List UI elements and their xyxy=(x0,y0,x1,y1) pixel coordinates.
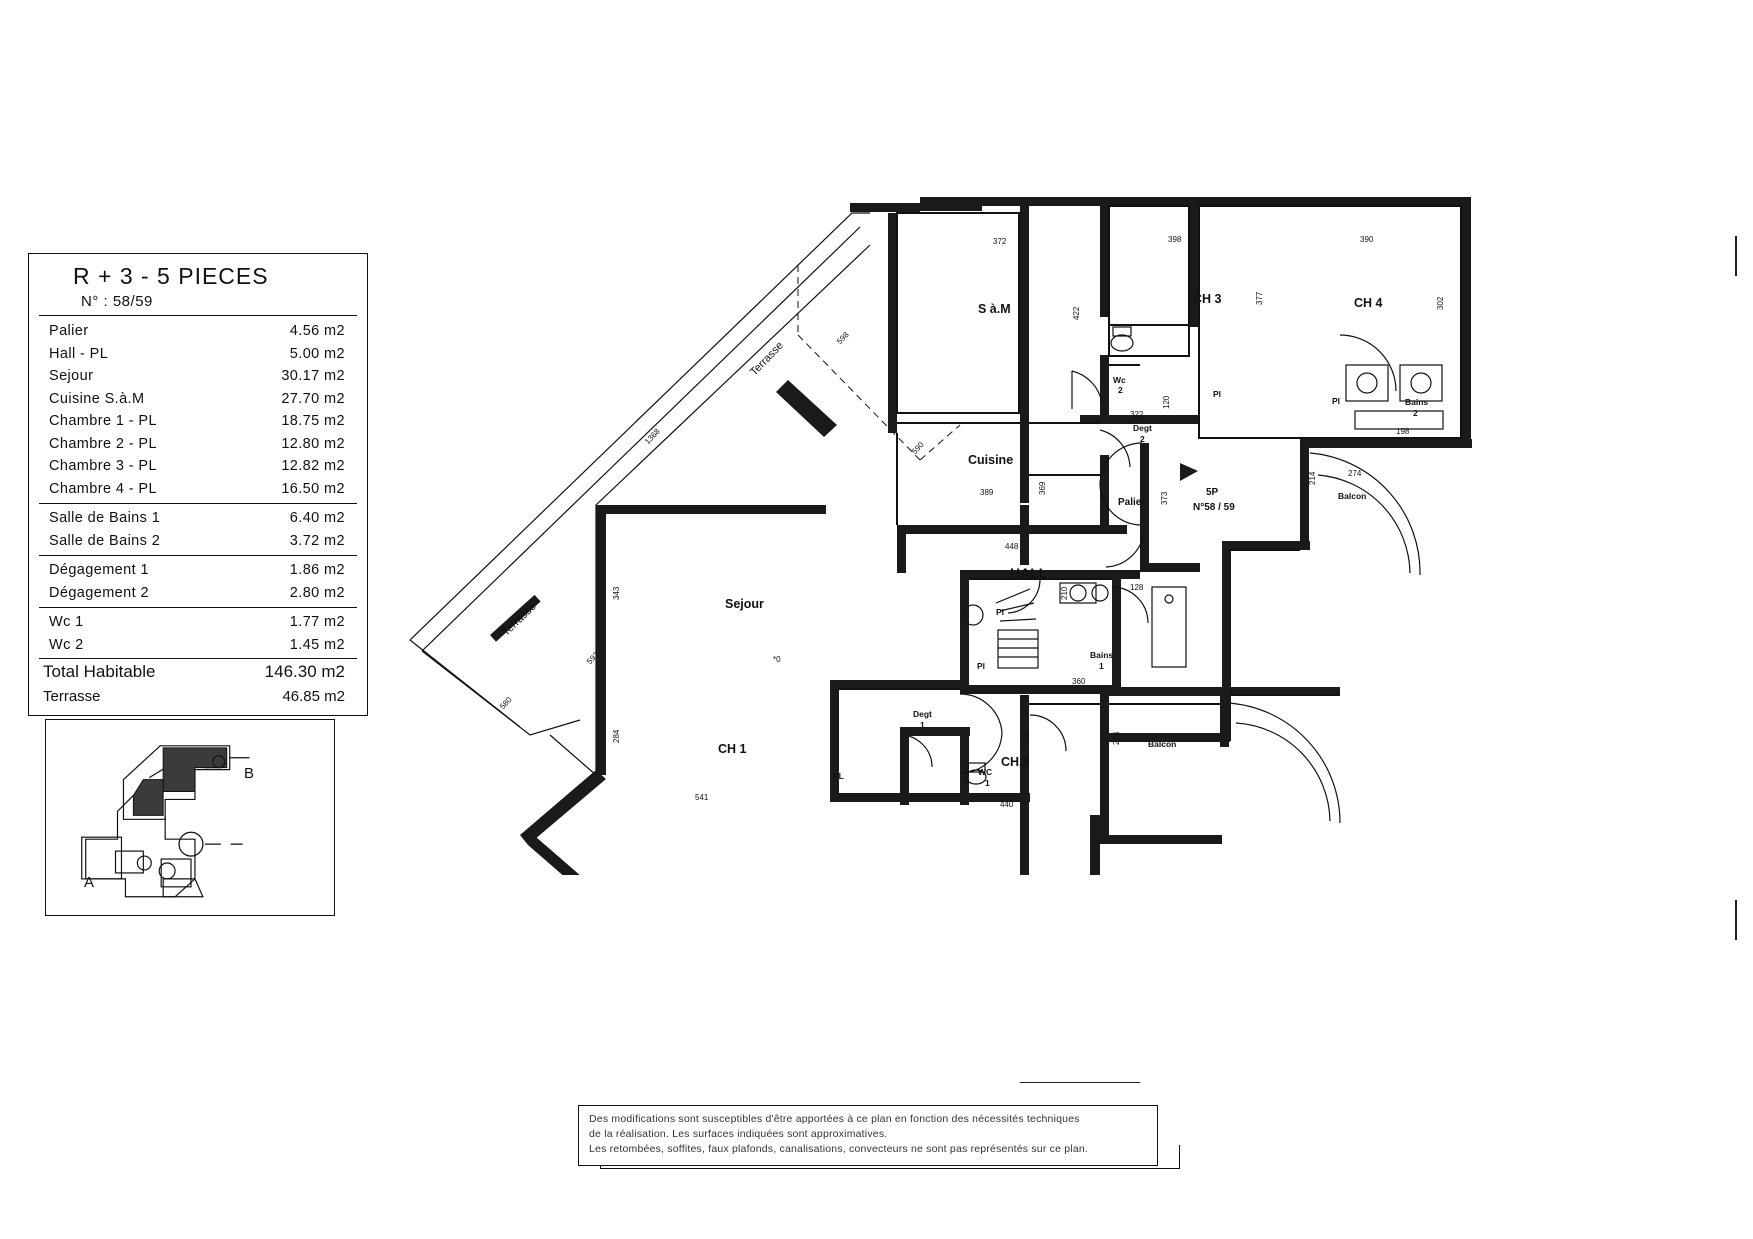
dim-terrasse-c: 590 xyxy=(910,440,926,457)
legend-row xyxy=(29,582,367,605)
legend-row-value: 1.86 m2 xyxy=(289,562,345,578)
dim-ch4-right: 302 xyxy=(1436,296,1445,310)
legend-row-label: Hall - PL xyxy=(49,345,109,362)
room-label-wc2: Wc xyxy=(1113,375,1126,385)
legend-row-label: Salle de Bains 1 xyxy=(49,510,161,526)
room-label-pl-4: Pl xyxy=(977,661,986,671)
legend-row-label: Chambre 4 - PL xyxy=(49,480,157,497)
footnote-line-3: Les retombées, soffites, faux plafonds, canalisations, convecteurs ne sont pas représentés sur ce plan. xyxy=(589,1143,1089,1155)
dim-balcon1-bottom: 274 xyxy=(1348,469,1362,478)
edge-mark-right-bottom xyxy=(1735,900,1737,940)
room-label-bains2-num: 2 xyxy=(1413,408,1418,418)
legend-row-label: Salle de Bains 2 xyxy=(49,532,161,549)
legend-row-label: Chambre 3 - PL xyxy=(49,458,157,474)
room-label-wc1: WC xyxy=(978,767,993,777)
legend-row-value: 2.80 m2 xyxy=(289,584,345,601)
room-label-degt1: Degt xyxy=(913,709,932,719)
legend-row-label: Wc 2 xyxy=(49,636,84,653)
room-label-balcon-2: Balcon xyxy=(1148,739,1177,749)
dim-degt2-right: 120 xyxy=(1162,395,1171,409)
legend-divider xyxy=(39,555,357,556)
legend-row-value: 5.00 m2 xyxy=(289,345,345,362)
floor-plan-drawing xyxy=(400,175,1620,875)
legend-panel xyxy=(28,253,368,716)
footnote-line-2: de la réalisation. Les surfaces indiquées sont approximatives. xyxy=(589,1128,888,1140)
legend-row-value: 3.72 m2 xyxy=(289,532,345,549)
room-label-hall: HALL xyxy=(1010,565,1048,581)
dim-bains1-right: 210 xyxy=(1060,586,1069,600)
legend-row xyxy=(29,611,367,634)
dim-ch4-top: 390 xyxy=(1360,235,1374,244)
dim-balcon1-left: 214 xyxy=(1308,471,1317,485)
room-label-wc2-num: 2 xyxy=(1118,385,1123,395)
dim-cuisine-right: 369 xyxy=(1038,481,1047,495)
room-label-terrasse-1: Terrasse xyxy=(748,339,786,379)
legend-divider xyxy=(39,607,357,608)
dim-ch1-bottom: 541 xyxy=(695,793,709,802)
key-plan-label-a: A xyxy=(84,874,95,891)
legend-row xyxy=(29,343,367,366)
legend-row xyxy=(29,433,367,456)
room-label-palier: Palier xyxy=(1118,497,1146,508)
key-plan-label-b: B xyxy=(244,765,255,782)
legend-row-value: 12.80 m2 xyxy=(281,435,345,452)
room-label-ch2: CH.2 xyxy=(1001,755,1030,769)
room-label-ch4: CH 4 xyxy=(1354,296,1383,310)
legend-row-value: 30.17 m2 xyxy=(281,368,345,384)
legend-terrasse-value: 46.85 m2 xyxy=(282,688,345,705)
room-label-bains2: Bains xyxy=(1405,397,1429,407)
room-label-pl-2: Pl xyxy=(1332,396,1341,406)
legend-total-label: Total Habitable xyxy=(43,662,156,681)
room-label-ch3: CH 3 xyxy=(1193,292,1222,306)
legend-row-value: 1.77 m2 xyxy=(289,614,345,630)
dim-hall-bottom: 128 xyxy=(1130,583,1144,592)
legend-row-label: Chambre 2 - PL xyxy=(49,435,157,452)
legend-row-value: 18.75 m2 xyxy=(281,413,345,429)
legend-total-row xyxy=(29,659,367,685)
legend-number-value: 58/59 xyxy=(112,293,153,310)
footnote-line-1: Des modifications sont susceptibles d'être apportées à ce plan en fonction des nécessités techniques xyxy=(589,1113,1080,1125)
legend-row-label: Cuisine S.à.M xyxy=(49,390,145,407)
room-label-wc1-num: 1 xyxy=(985,778,990,788)
room-label-pl-5: PL xyxy=(833,771,844,781)
key-plan xyxy=(45,719,335,916)
dim-bains1-bottom: 360 xyxy=(1072,677,1086,686)
legend-row xyxy=(29,455,367,478)
dim-ch3-right: 377 xyxy=(1255,291,1264,305)
unit-tag-type: 5P xyxy=(1206,487,1219,498)
dim-ch1-left: 284 xyxy=(612,729,621,743)
footnote-box xyxy=(578,1105,1158,1166)
legend-row-label: Palier xyxy=(49,323,89,339)
legend-number xyxy=(29,293,367,315)
legend-row-value: 16.50 m2 xyxy=(281,480,345,497)
dim-bains2-bottom: 198 xyxy=(1396,427,1410,436)
dim-ch2-left: 284 xyxy=(1022,731,1031,745)
legend-row xyxy=(29,410,367,433)
floor-plan-svg xyxy=(400,175,1620,875)
legend-row-label: Dégagement 1 xyxy=(49,562,149,578)
room-label-sam: S à.M xyxy=(978,302,1011,316)
room-label-degt2: Degt xyxy=(1133,423,1152,433)
room-label-bains1: Bains xyxy=(1090,650,1114,660)
legend-row xyxy=(29,365,367,388)
legend-row-value: 4.56 m2 xyxy=(289,323,345,339)
legend-row-value: 1.45 m2 xyxy=(289,636,345,653)
dim-palier-right: 373 xyxy=(1160,491,1169,505)
room-label-pl-1: Pl xyxy=(1213,389,1222,399)
unit-tag-number: N°58 / 59 xyxy=(1193,502,1235,513)
legend-terrasse-row xyxy=(29,685,367,709)
edge-mark-right-top xyxy=(1735,236,1737,276)
legend-divider xyxy=(39,503,357,504)
legend-row-label: Chambre 1 - PL xyxy=(49,413,157,429)
room-label-ch1: CH 1 xyxy=(718,742,747,756)
legend-number-label: N° : xyxy=(81,293,109,310)
legend-title: R + 3 - 5 PIECES xyxy=(73,263,269,289)
dim-ch3-top: 398 xyxy=(1168,235,1182,244)
dim-terrasse-a: 1368 xyxy=(643,426,662,447)
legend-row-value: 6.40 m2 xyxy=(289,510,345,526)
room-label-bains1-num: 1 xyxy=(1099,661,1104,671)
legend-row xyxy=(29,478,367,501)
edge-mark-bottom xyxy=(1020,1082,1140,1083)
room-label-balcon-1: Balcon xyxy=(1338,491,1367,501)
dim-hall-top: 448 xyxy=(1005,542,1019,551)
legend-row xyxy=(29,530,367,553)
dim-ch2-bottom: 440 xyxy=(1000,800,1014,809)
room-label-terrasse-2: Terrasse xyxy=(500,600,539,639)
legend-row-value: 12.82 m2 xyxy=(281,458,345,474)
legend-row xyxy=(29,320,367,343)
room-label-degt1-num: 1 xyxy=(920,720,925,730)
dim-cuisine-bottom: 389 xyxy=(980,488,994,497)
legend-row-label: Sejour xyxy=(49,368,94,384)
dim-balcon2-left: 214 xyxy=(1112,731,1121,745)
legend-total-value: 146.30 m2 xyxy=(264,662,345,681)
room-label-sejour: Sejour xyxy=(725,597,764,611)
legend-terrasse-label: Terrasse xyxy=(43,688,101,705)
room-label-degt2-num: 2 xyxy=(1140,434,1145,444)
dim-degt2: 322 xyxy=(1130,410,1144,419)
legend-row-label: Wc 1 xyxy=(49,614,84,630)
legend-rows xyxy=(29,316,367,658)
room-label-pl-3: Pl xyxy=(996,607,1005,617)
legend-row xyxy=(29,559,367,582)
legend-row-value: 27.70 m2 xyxy=(281,390,345,407)
room-label-cuisine: Cuisine xyxy=(968,453,1014,467)
dim-terrasse-e: 580 xyxy=(498,695,514,712)
dim-sam-right: 422 xyxy=(1072,306,1081,320)
dim-terrasse-b: 598 xyxy=(835,330,851,347)
dim-sejour-left: 343 xyxy=(612,586,621,600)
legend-row xyxy=(29,634,367,657)
dim-sejour-bottom: *0 xyxy=(773,655,781,664)
legend-row xyxy=(29,388,367,411)
dim-terrasse-d: 592 xyxy=(585,650,601,667)
legend-row xyxy=(29,507,367,530)
legend-row-label: Dégagement 2 xyxy=(49,584,149,601)
dim-sam-top: 372 xyxy=(993,237,1007,246)
